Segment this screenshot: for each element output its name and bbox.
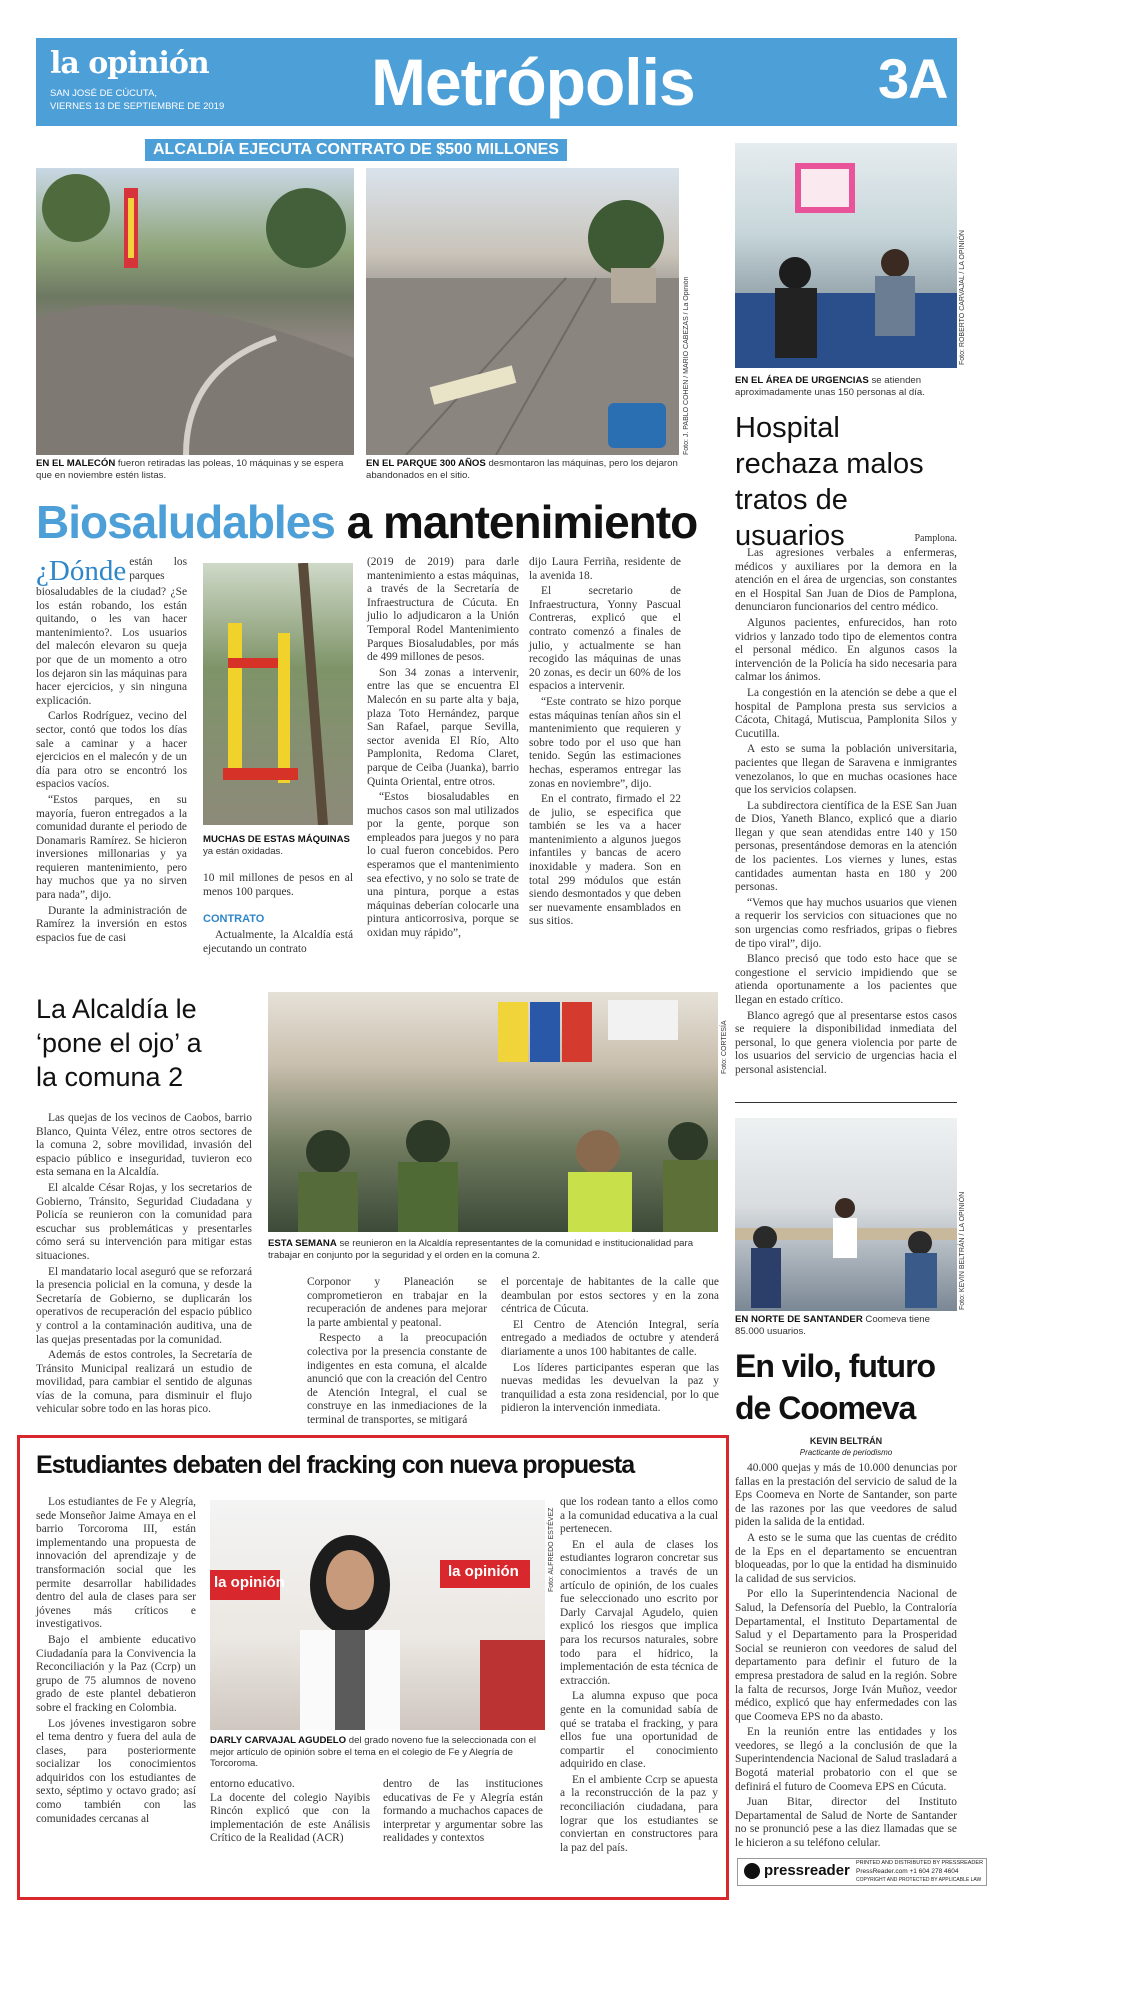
headline-bio-a: Biosaludables [36,496,335,548]
headline-alcaldia: La Alcaldía le ‘pone el ojo’ a la comuna 2 [36,994,202,1092]
masthead [36,38,957,126]
headline-biosaludables [36,496,697,548]
bio-c4-p2: El secretario de Infraestructura, Yonny Pascual Contreras, explicó que el contrato comenzó a finales de julio, y actualmente se han recogido las máquinas de unas 20 zonas, es decir un 60% de los espacios a intervenir. [529,585,681,693]
caption-alcaldia-bold: ESTA SEMANA [268,1238,337,1249]
coomeva-body [735,1462,957,1853]
page-number: 3A [878,47,948,110]
fracking-col-1 [36,1496,196,1828]
bio-c3-p1: (2019 de 2019) para darle mantenimiento a estas máquinas, a través de la Secretaría de Infraestructura de Cúcuta. En julio lo adjudicaron a la Unión Temporal Rodel Mantenimiento Parques Biosaludables, por más de 499 millones de pesos. [367,556,519,664]
bio-col-4 [529,556,681,931]
photo-alcaldia [268,992,718,1232]
photo-hospital [735,143,957,368]
coomeva-scene [735,1118,957,1311]
pressreader-brand: pressreader [764,1862,850,1879]
photo-coomeva [735,1118,957,1311]
credit-alcaldia: Foto: CORTESÍA [721,1020,728,1074]
photo-maquina [203,563,353,825]
hosp-p8: Blanco agregó que al presentarse estos casos se requiere la disponibilidad inmediata del personal, lo que genera violencia por parte de los usuarios del servicio de urgencias hacia el personal asistencial. [735,1009,957,1076]
caption-hospital-bold: EN EL ÁREA DE URGENCIAS [735,375,869,386]
bio-c4-p3: “Este contrato se hizo porque estas máquinas tenían años sin el mantenimiento que requieren y sobre todo por el uso que han tenido. Según las estimaciones hechas, esperamos entregar las zonas en noviembre”, dijo. [529,695,681,790]
caption-fracking [210,1735,545,1770]
caption-coomeva-bold: EN NORTE DE SANTANDER [735,1314,863,1325]
bio-c4-p1: dijo Laura Ferriña, residente de la avenida 18. [529,556,681,582]
bio-c4-p4: En el contrato, firmado el 22 de julio, se especifica que también se les va a hacer mantenimiento a algunos juegos infantiles y bancas de acero inoxidable y madera. Son en total 299 módulos que están siendo desmontados y que deben ser nuevamente ensamblados en sus sitios. [529,793,681,928]
alc-c2-p1: Corponor y Planeación se comprometieron en trabajar en la recuperación de andenes para mejorar la parte ambiental y peatonal. [307,1276,487,1329]
divider-right [735,1102,957,1103]
logo: la opinión [50,46,209,81]
hosp-p2: Algunos pacientes, enfurecidos, han roto vidrios y lanzado todo tipo de elementos contra el personal médico. En algunos casos la intervención de la Policía ha sido necesaria para calmar los ánimos. [735,616,957,684]
headline-coomeva: En vilo, futuro de Coomeva [735,1348,936,1426]
headline-hospital: Hospital rechaza malos tratos de usuarios [735,412,924,552]
frk-c4-p3: La alumna expuso que poca gente en la comunidad sabía de qué se trataba el fracking, y para ellos fue una oportunidad de compartir el conocimiento adquirido en clase. [560,1690,718,1771]
caption-malecon-bold: EN EL MALECÓN [36,458,116,469]
caption-fracking-text: del grado noveno fue la seleccionada con el mejor artículo de opinión sobre el tema en el colegio de Fe y Alegría de Torcoroma. [210,1735,537,1769]
coo-p4: En la reunión entre las entidades y los veedores, se llegó a la conclusión de que la Superintendencia Nacional de Salud trasladará a Bogotá material probatorio con el que se definirá el futuro de Coomeva EPS en Cúcuta. [735,1726,957,1793]
caption-alcaldia-text: se reunieron en la Alcaldía representantes de la comunidad e institucionalidad para trabajar en conjunto por la seguridad y el orden en la comuna 2. [268,1238,694,1261]
caption-coomeva-text: Coomeva tiene 85.000 usuarios. [735,1314,930,1337]
hospital-body [735,547,957,1080]
caption-parque-text: desmontaron las máquinas, pero los dejaron abandonados en el sitio. [366,458,678,481]
bio-c2a: 10 mil millones de pesos en al menos 100 parques. [203,872,353,898]
caption-malecon-text: fueron retiradas las poleas, 10 máquinas y se espera que en noviembre estén listas. [36,458,344,481]
alcaldia-scene [268,992,718,1232]
frk-c4-p2: En el aula de clases los estudiantes lograron concretar sus conocimientos a través de un artículo de opinión, de los cuales fue seleccionado uno escrito por Darly Carvajal Agudelo, quien explicó los riesgos que implica para los recursos naturales, sobre todo para el hídrico, la implementación de esta técnica de extracción. [560,1538,718,1687]
caption-coomeva [735,1314,957,1337]
caption-parque [366,458,679,481]
caption-maquina-bold: MUCHAS DE ESTAS MÁQUINAS [203,834,350,845]
headline-fracking: Estudiantes debaten del fracking con nueva propuesta [36,1451,635,1479]
frk-c1-p3: Los jóvenes investigaron sobre el tema dentro y fuera del aula de clases, para posteriormente socializar los conocimientos adquiridos con los estudiantes de sexto, séptimo y octavo grado; así como también con las comunidades cercanas al [36,1717,196,1825]
bio-c1-p1: están los parques biosaludables de la ciudad? ¿Se los están robando, los están quitando, o les van hacer mantenimiento?. Los usuarios del malecón elevaron su queja por que de un momento a otro los dejaron sin las máquinas para hacer ejercicios, y sin ninguna explicación. [36,556,187,707]
parque-scene [366,168,679,455]
hosp-p1: Las agresiones verbales a enfermeras, médicos y auxiliares por la demora en la atención en el área de urgencias, son constantes en el Hospital San Juan de Dios de Pamplona, denunciaron funcionarios del centro médico. [735,547,957,614]
photo-fracking [210,1500,545,1730]
caption-hospital-text: se atienden aproximadamente unas 150 personas al día. [735,375,925,398]
bio-col-2a [203,872,353,901]
alc-c3-p1: el porcentaje de habitantes de la calle que deambulan por estos sectores y en la zona céntrica de Cúcuta. [501,1276,719,1316]
caption-hospital [735,375,957,398]
credit-coomeva: Foto: KEVIN BELTRÁN / LA OPINIÓN [959,1191,966,1310]
bio-c2b: Actualmente, la Alcaldía está ejecutando un contrato [203,929,353,955]
hosp-p6: “Vemos que hay muchos usuarios que vienen a requerir los servicios con situaciones que no son urgencias como resfriados, gripas o fiebres de tipo viral”, dijo. [735,896,957,950]
alc-c2-p2: Respecto a la preocupación colectiva por la presencia constante de indigentes en esta comuna, el alcalde anunció que con la creación del Centro de Atención Integral, el cual se construye en las inmediaciones de la terminal de transportes, se mitigará [307,1332,487,1426]
frk-c4-p1: que los rodean tanto a ellos como a la comunidad educativa a la cual pertenecen. [560,1496,718,1536]
alc-c3-p2: El Centro de Atención Integral, sería entregado a mediados de octubre y atenderá diariamente a unos 100 habitantes de calle. [501,1318,719,1358]
credit-top: Foto: J. PABLO COHEN / MARIO CABEZAS / La Opinión [683,276,690,455]
alc-c3-p3: Los líderes participantes esperan que las nuevas medidas les devuelvan la paz y tranquilidad a esta zona residencial, por lo que pidieron la intervención inmediata. [501,1361,719,1415]
coo-p3: Por ello la Superintendencia Nacional de Salud, la Defensoría del Pueblo, la Contraloría Departamental, el Instituto Departamental de Salud y el Departamento para la Prosperidad Social se reunieron con veedores de salud del departamento para definir el futuro de la empresa prestadora de salud en la región. Sobre la falta de recursos, Jorge Iván Muñoz, veedor médico, explicó que hay enfermedades con las que Coomeva EPS no da abasto. [735,1588,957,1723]
alc-c1-p1: Las quejas de los vecinos de Caobos, barrio Blanco, Quinta Vélez, entre otros sectores de la comuna 2, sobre movilidad, invasión del espacio público e inseguridad, tuvieron eco esta semana en la Alcaldía. [36,1112,252,1179]
maquina-scene [203,563,353,825]
bio-col-2b [203,929,353,958]
bio-col-3 [367,556,519,943]
masthead-place: SAN JOSÉ DE CÚCUTA, [50,88,157,99]
frk-c1-p1: Los estudiantes de Fe y Alegría, sede Monseñor Jaime Amaya en el barrio Torcoroma III, están implementando una propuesta de innovación del aprendizaje y de transformación social que les permite desarrollar habilidades dentro del aula de clases para ser jóvenes más críticos e investigativos. [36,1496,196,1631]
caption-malecon [36,458,354,481]
hospital-dateline: Pamplona. [914,533,957,544]
bio-c3-p3: “Estos biosaludables en muchos casos son mal utilizados por la gente, porque son empleados para juegos y no para lo cual fueron concebidos. Pero esperamos que el mantenimiento sea efectivo, y no solo se trate de una pintura, porque a estas máquinas deberían colocarle una pintura anticorrosiva, porque se oxidan muy rápido”, [367,791,519,940]
subhead-contrato: CONTRATO [203,913,265,925]
photo-parque-300 [366,168,679,455]
pressreader-icon [744,1863,760,1879]
masthead-date: VIERNES 13 DE SEPTIEMBRE DE 2019 [50,101,225,112]
alcaldia-col-1 [36,1112,252,1419]
section-title: Metrópolis [371,45,695,119]
bio-c3-p2: Son 34 zonas a intervenir, entre las que se encuentra El Malecón en su parte alta y baja, plaza Toto Hernández, parque San Rafael, parque Sevilla, sector avenida El Río, Alto Pamplonita, Redoma Claret, parque de Ceiba (Juanka), barrio Quinta Oriental, entre otros. [367,666,519,788]
coo-p1: 40.000 quejas y más de 10.000 denuncias por fallas en la prestación del servicio de salud de la Eps Coomeva en Norte de Santander, son parte de las razones por las que veedores de salud piden la salida de la entidad. [735,1462,957,1529]
frk-c1-p2: Bajo el ambiente educativo Ciudadanía para la Convivencia la Reconciliación y la Paz (Ccrp) un grupo de 75 alumnos de noveno grado de este plantel debatieron sobre el fracking en Colombia. [36,1633,196,1714]
photo-logo-left: la opinión [214,1574,285,1591]
photo-malecon [36,168,354,455]
fracking-col-2: entorno educativo. La docente del colegio Nayibis Rincón explicó que con la implementación de este Análisis Crítico de la Realidad (ACR) [210,1778,370,1845]
alc-c1-p4: Además de estos controles, la Secretaría de Tránsito Municipal realizará un estudio de movilidad, para cambiar el sentido de algunas vías de la comuna, para disminuir el flujo vehicular sobre todo en las horas pico. [36,1349,252,1416]
pressreader-line1: PRINTED AND DISTRIBUTED BY PRESSREADER [856,1860,984,1866]
hospital-scene [735,143,957,368]
fracking-col-3: dentro de las instituciones educativas de Fe y Alegría están formando a muchachos capaces de interpretar y argumentar sobre las realidades y contextos [383,1778,543,1845]
drop-lead: ¿Dónde [36,555,127,587]
caption-maquina [203,834,353,857]
photo-logo-right: la opinión [448,1563,519,1580]
coomeva-author-role: Practicante de periodismo [799,1448,893,1457]
alc-c1-p2: El alcalde César Rojas, y los secretarios de Gobierno, Tránsito, Seguridad Ciudadana y Policía se reunieron con la comunidad para escuchar sus problemáticas y presentarles cómo será su intervención para mitigar estas situaciones. [36,1181,252,1262]
coo-p2: A esto se le suma que las cuentas de crédito de la Eps en el departamento se encuentran bloqueadas, por lo que la entidad ha disminuido la calidad de sus servicios. [735,1531,957,1585]
alcaldia-col-3 [501,1276,719,1418]
fracking-scene [210,1500,545,1730]
bio-c1-p4: Durante la administración de Ramírez la inversión en estos espacios fue de casi [36,904,187,944]
hosp-p5: La subdirectora científica de la ESE San Juan de Dios, Yaneth Blanco, explicó que a diario llegan y que sean atendidas entre 140 y 150 personas, presentándose demoras en la atención de los pacientes. Los viernes y lunes, estas cantidades aumentan hasta en 180 y 200 personas. [735,799,957,894]
bio-col-1 [36,556,187,947]
caption-maquina-text: ya están oxidadas. [203,845,284,857]
alcaldia-col-2 [307,1276,487,1430]
alc-c1-p3: El mandatario local aseguró que se reforzará la presencia policial en la comuna, y desde la Secretaría de Gobierno, se duplicarán los operativos de recuperación del espacio público y control a la contaminación auditiva, una de las quejas presentadas por la comunidad. [36,1265,252,1346]
hosp-p4: A esto se suma la población universitaria, pacientes que llegan de Saravena e inmigrantes venezolanos, lo que en muchas ocasiones hace que los servicios colapsen. [735,743,957,797]
pressreader-badge[interactable] [737,1858,987,1886]
coo-p5: Juan Bitar, director del Instituto Departamental de Salud de Norte de Santander no se pronunció pese a las diez llamadas que se le hicieron a su teléfono celular. [735,1796,957,1850]
frk-c4-p4: En el ambiente Ccrp se apuesta a la reconstrucción de la paz y reconciliación ciudadana, para lograr que los estudiantes se conviertan en constructores para la paz del país. [560,1773,718,1854]
banner-label: ALCALDÍA EJECUTA CONTRATO DE $500 MILLONES [145,139,567,161]
pressreader-line3: COPYRIGHT AND PROTECTED BY APPLICABLE LAW [856,1877,982,1883]
credit-fracking: Foto: ALFREDO ESTÉVEZ [548,1507,555,1592]
caption-fracking-bold: DARLY CARVAJAL AGUDELO [210,1735,347,1746]
fracking-col-4 [560,1496,718,1857]
caption-parque-bold: EN EL PARQUE 300 AÑOS [366,458,486,469]
caption-alcaldia [268,1238,718,1261]
hosp-p7: Blanco precisó que todo esto hace que se congestione el servicio impidiendo que se atienda oportunamente a los pacientes que llegan en estado crítico. [735,953,957,1006]
bio-c1-p3: “Estos parques, en su mayoría, fueron entregados a la comunidad durante el periodo de Donamaris Ramírez. Se hicieron inversiones millonarias y ya requieren mantenimiento, pero hay muchos que ya no sirven para nada”, dijo. [36,793,187,902]
headline-bio-b: a mantenimiento [346,496,698,548]
hosp-p3: La congestión en la atención se debe a que el hospital de Pamplona presta sus servicios a Cácota, Chitagá, Mutiscua, Pamplonita Silos y Cucutilla. [735,686,957,740]
bio-c1-p2: Carlos Rodríguez, vecino del sector, contó que todos los días sale a caminar y a hacer ejercicios en el malecón y de un día para otro se encontró los espacios vacíos. [36,710,187,791]
pressreader-line2: PressReader.com +1 604 278 4604 [856,1868,959,1875]
coomeva-author: KEVIN BELTRÁN [809,1436,883,1446]
malecon-scene [36,168,354,455]
credit-hospital: Foto: ROBERTO CARVAJAL / LA OPINIÓN [959,230,966,365]
